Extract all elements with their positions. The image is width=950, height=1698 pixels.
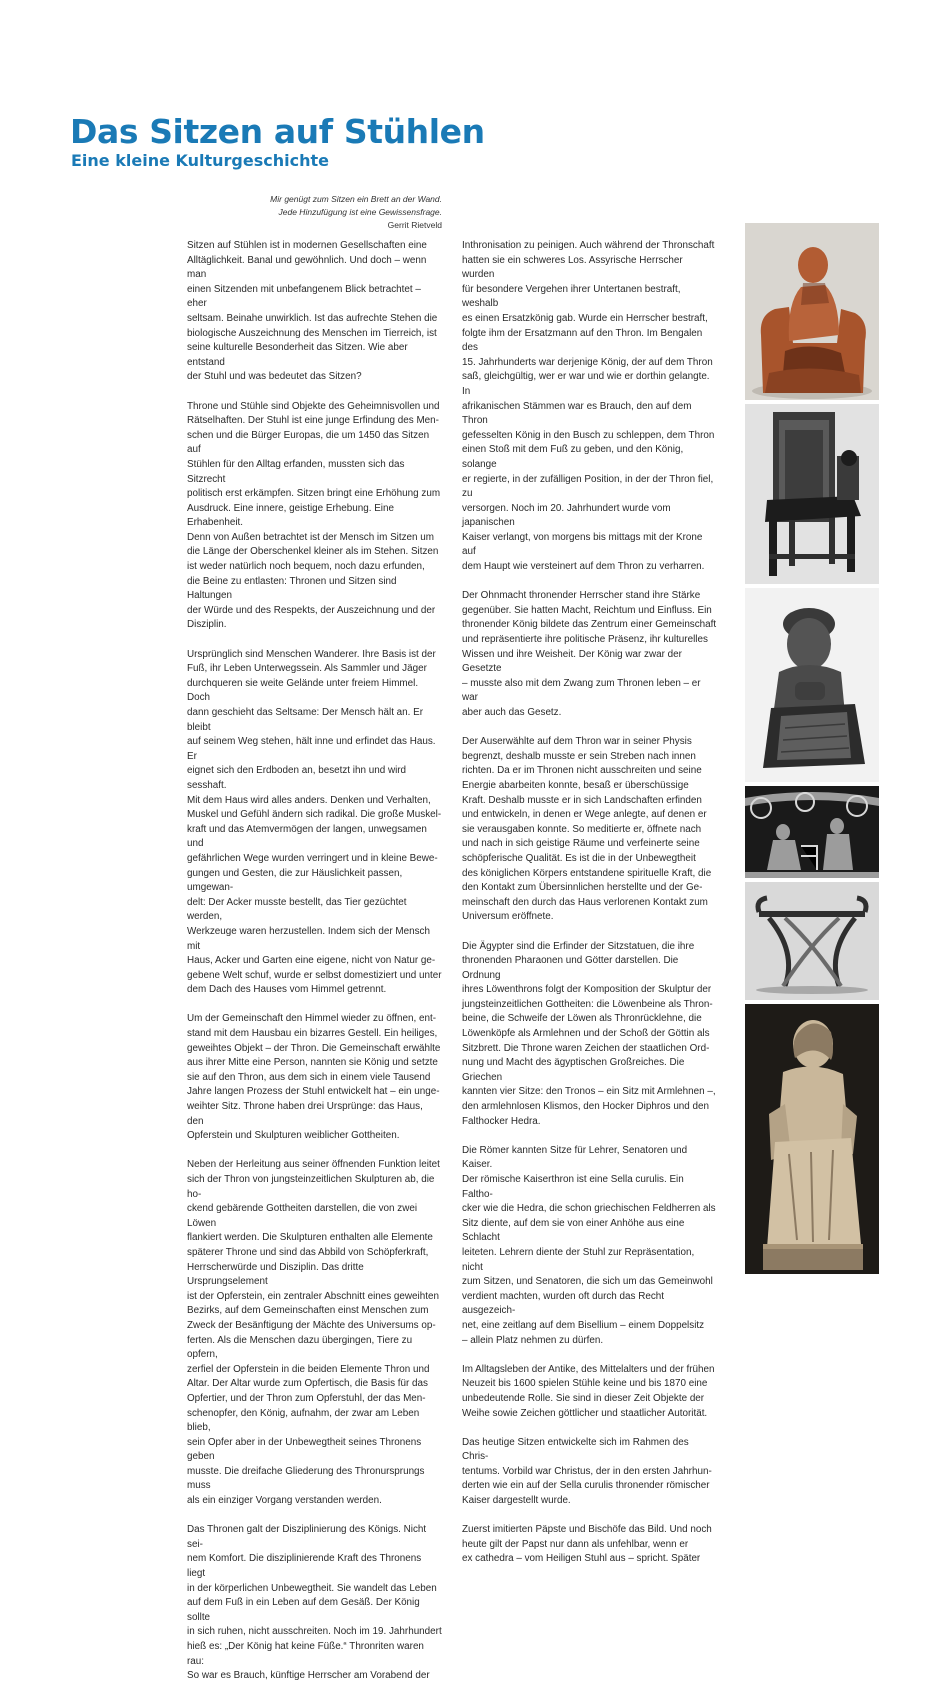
photo-vase-painting [745,786,879,878]
epigraph [200,193,442,232]
paragraph: Der Auserwählte auf dem Thron war in seiner Physis begrenzt, deshalb musste er sein Streben nach innen richten. Da er im Thronen nicht ausschreiten und seine Energie abarbeiten konnte, besaß er überschüssige Kraft. Deshalb musste er in sich Landschaften erfinden und entwickeln, in denen er Wege anlegte, auf denen er sie verausgaben konnte. So meditierte er, öffnete nach und nach in sich geistige Räume und verfeinerte seine schöpferische Qualität. Es ist die in der Unbewegtheit des königlichen Körpers entstandene spirituelle Kraft, die den Kontakt zum Übersinnlichen herstellte und der Ge- meinschaft den durch das Haus verlorenen Kontakt zum Universum eröffnete. [462,736,712,923]
paragraph: Ursprünglich sind Menschen Wanderer. Ihre Basis ist der Fuß, ihr Leben Unterwegssein. Als Sammler und Jäger durchqueren sie weite Gelände unter freiem Himmel. Doch dann geschieht das Seltsame: Der Mensch hält an. Er bleibt auf seinem Weg stehen, hält inne und erfindet das Haus. Er eignet sich den Erdboden an, besetzt ihn und wird sesshaft. Mit dem Haus wird alles anders. Denken und Verhalten, Muskel und Gefühl ändern sich radikal. Die große Muskel- kraft und das Atemvermögen der langen, unwegsamen und gefährlichen Wege wurden verringert und in kleine Bewe- gungen und Gesten, die zur Häuslichkeit passen, umgewan- delt: Der Acker musste bestellt, das Tier gezüchtet werden, Werkzeuge waren herzustellen. Indem sich der Mensch mit Haus, Acker und Garten eine eigene, nicht von Natur ge- gebene Welt schuf, wurde er selbst domestiziert und unter dem Dach des Hauses vom Himmel getrennt. [187,648,442,996]
paragraph: Das Thronen galt der Disziplinierung des Königs. Nicht sei- nem Komfort. Die disziplinierende Kraft des Thronens liegt in der körperlichen Unbewegtheit. Sie wandelt das Leben auf dem Fuß in ein Leben auf dem Gesäß. Der König sollte in sich ruhen, nicht ausschreiten. Noch im 19. Jahrhundert hieß es: „Der König hat keine Füße.“ Thronriten waren rau: So war es Brauch, künftige Herrscher am Vorabend der [187,1524,442,1682]
page-title: Das Sitzen auf Stühlen [70,112,485,151]
paragraph: Sitzen auf Stühlen ist in modernen Gesellschaften eine Alltäglichkeit. Banal und gewöhnlich. Und doch – wenn man einen Sitzenden mit unbefangenem Blick betrachtet – eher seltsam. Beinahe unwirklich. Ist das aufrechte Stehen die biologische Auszeichnung des Menschen im Tierreich, ist seine kulturelle Besonderheit das Sitzen. Wie aber entstand der Stuhl und was bedeutet das Sitzen? [187,240,438,383]
epigraph-line: Jede Hinzufügung ist eine Gewissensfrage. [278,207,442,217]
curule-folding-stool-icon [745,882,879,1000]
enthroned-roman-statue-icon [745,1004,879,1274]
page-subtitle: Eine kleine Kulturgeschichte [71,151,329,170]
seated-stone-statue-icon [745,588,879,782]
text-column-right [462,239,717,1582]
photo-stone-statue [745,588,879,782]
paragraph: Zuerst imitierten Päpste und Bischöfe das Bild. Und noch heute gilt der Papst nur dann als unfehlbar, wenn er ex cathedra – vom Heiligen Stuhl aus – spricht. Später [462,1524,712,1565]
epigraph-line: Mir genügt zum Sitzen ein Brett an der Wand. [270,194,442,204]
paragraph: Inthronisation zu peinigen. Auch während der Thronschaft hatten sie ein schweres Los. Assyrische Herrscher wurden für besondere Vergehen ihrer Untertanen bestraft, weshalb es einen Ersatzkönig gab. Wurde ein Herrscher bestraft, folgte ihm der Ersatzmann auf den Thron. Im Bengalen des 15. Jahrhunderts war derjenige König, der auf dem Thron saß, gleichgültig, wer er war und wie er dorthin gelangte. In afrikanischen Stämmen war es Brauch, den auf dem Thron gefesselten König in den Busch zu schleppen, dem Thron einen Stoß mit dem Fuß zu geben, und den König, solange er regierte, in der zufälligen Position, in der der Thron fiel, zu versorgen. Noch im 20. Jahrhundert wurde vom japanischen Kaiser verlangt, von morgens bis mittags mit der Krone auf dem Haupt wie versteinert auf dem Thron zu verharren. [462,240,715,573]
paragraph: Die Ägypter sind die Erfinder der Sitzstatuen, die ihre thronenden Pharaonen und Götter darstellen. Die Ordnung ihres Löwenthrons folgt der Komposition der Skulptur der jungsteinzeitlichen Gottheiten: die Löwenbeine als Thron- beine, die Schweife der Löwen als Thronrücklehne, die Löwenköpfe als Armlehnen und der Schoß der Göttin als Sitzbrett. Die Throne waren Zeichen der staatlichen Ord- nung und Macht des ägyptischen Großreiches. Die Griechen kannten vier Sitze: den Tronos – ein Sitz mit Armlehnen –, den armlehnlosen Klismos, den Hocker Diphros und den Falthocker Hedra. [462,940,716,1127]
paragraph: Um der Gemeinschaft den Himmel wieder zu öffnen, ent- stand mit dem Hausbau ein bizarres Gestell. Ein heiliges, geweihtes Objekt – der Thron. Die Gemeinschaft erwählte aus ihrer Mitte eine Person, nannten sie König und setzte sie auf den Thron, aus dem sich in einem viele Tausend Jahre langen Prozess der Stuhl entwickelt hat – ein unge- weihter Sitz. Throne haben drei Ursprünge: das Haus, den Opferstein und Skulpturen weiblicher Gottheiten. [187,1013,441,1142]
paragraph: Das heutige Sitzen entwickelte sich im Rahmen des Chris- tentums. Vorbild war Christus, der in den ersten Jahrhun- derten wie ein auf der Sella curulis thronender römischer Kaiser dargestellt wurde. [462,1436,712,1507]
paragraph: Im Alltagsleben der Antike, des Mittelalters und der frühen Neuzeit bis 1600 spielen Stühle keine und bis 1870 eine unbedeutende Rolle. Sie sind in dieser Zeit Objekte der Weihe sowie Zeichen göttlicher und staatlicher Autorität. [462,1363,715,1419]
photo-roman-statue [745,1004,879,1274]
paragraph: Throne und Stühle sind Objekte des Geheimnisvollen und Rätselhaften. Der Stuhl ist eine junge Erfindung des Men- schen und die Bürger Europas, die um 1450 das Sitzen auf Stühlen für den Alltag erfanden, mussten sich das Sitzrecht politisch erst erkämpfen. Sitzen bringt eine Erhöhung zum Ausdruck. Eine innere, geistige Erhebung. Eine Erhabenheit. Denn von Außen betrachtet ist der Mensch im Sitzen um die Länge der Oberschenkel kleiner als im Stehen. Sitzen ist weder natürlich noch bequem, noch dazu erfunden, die Beine zu entlasten: Thronen und Sitzen sind Haltungen der Würde und des Respekts, der Auszeichnung und der Disziplin. [187,400,441,631]
paragraph: Der Ohnmacht thronender Herrscher stand ihre Stärke gegenüber. Sie hatten Macht, Reichtum und Einfluss. Ein thronender König bildete das Zentrum einer Gemeinschaft und repräsentierte ihre politische Präsenz, ihr kulturelles Wissen und ihre Weisheit. Der König war zwar der Gesetzte – musste also mit dem Zwang zum Thronen leben – er war aber auch das Gesetz. [462,590,717,718]
text-column-left [187,239,442,1698]
seated-figure-sculpture-icon [745,223,879,400]
photo-seated-figure [745,223,879,400]
paragraph: Neben der Herleitung aus seiner öffnenden Funktion leitet sich der Thron von jungsteinzeitlichen Skulpturen ab, die ho- ckend gebärende Gottheiten darstellen, die von zwei Löwen flankiert werden. Die Skulpturen enthalten alle Elemente späterer Throne und sind das Abbild von Schöpferkraft, Herrscherwürde und Disziplin. Das dritte Ursprungselement ist der Opferstein, ein zentraler Abschnitt eines geweihten Bezirks, auf dem Gemeinschaften einst Menschen zum Zweck der Besänftigung der Mächte des Universums op- ferten. Als die Menschen dazu übergingen, Tiere zu opfern, zerfiel der Opferstein in die beiden Elemente Thron und Altar. Der Altar wurde zum Opfertisch, die Basis für das Opfertier, und der Thron zum Opferstuhl, der das Men- schenopfer, den König, aufnahm, der zwar am Leben blieb, sein Opfer aber in der Unbewegtheit seines Thronens geben musste. Die dreifache Gliederung des Thronursprungs muss als ein einziger Vorgang verstanden werden. [187,1159,440,1507]
carved-throne-chair-icon [745,404,879,584]
photo-throne-chair [745,404,879,584]
epigraph-author: Gerrit Rietveld [387,220,442,230]
greek-vase-painting-icon [745,786,879,878]
photo-folding-stool [745,882,879,1000]
paragraph: Die Römer kannten Sitze für Lehrer, Senatoren und Kaiser. Der römische Kaiserthron ist eine Sella curulis. Ein Faltho- cker wie die Hedra, die schon griechischen Feldherren als Sitz diente, auf dem sie von einer Anhöhe aus eine Schlacht leiteten. Lehrern diente der Stuhl zur Repräsentation, nicht zum Sitzen, und Senatoren, die sich um das Gemeinwohl verdient machten, wurden oft durch das Recht ausgezeich- net, eine zeitlang auf dem Bisellium – einem Doppelsitz – allein Platz nehmen zu dürfen. [462,1144,716,1346]
